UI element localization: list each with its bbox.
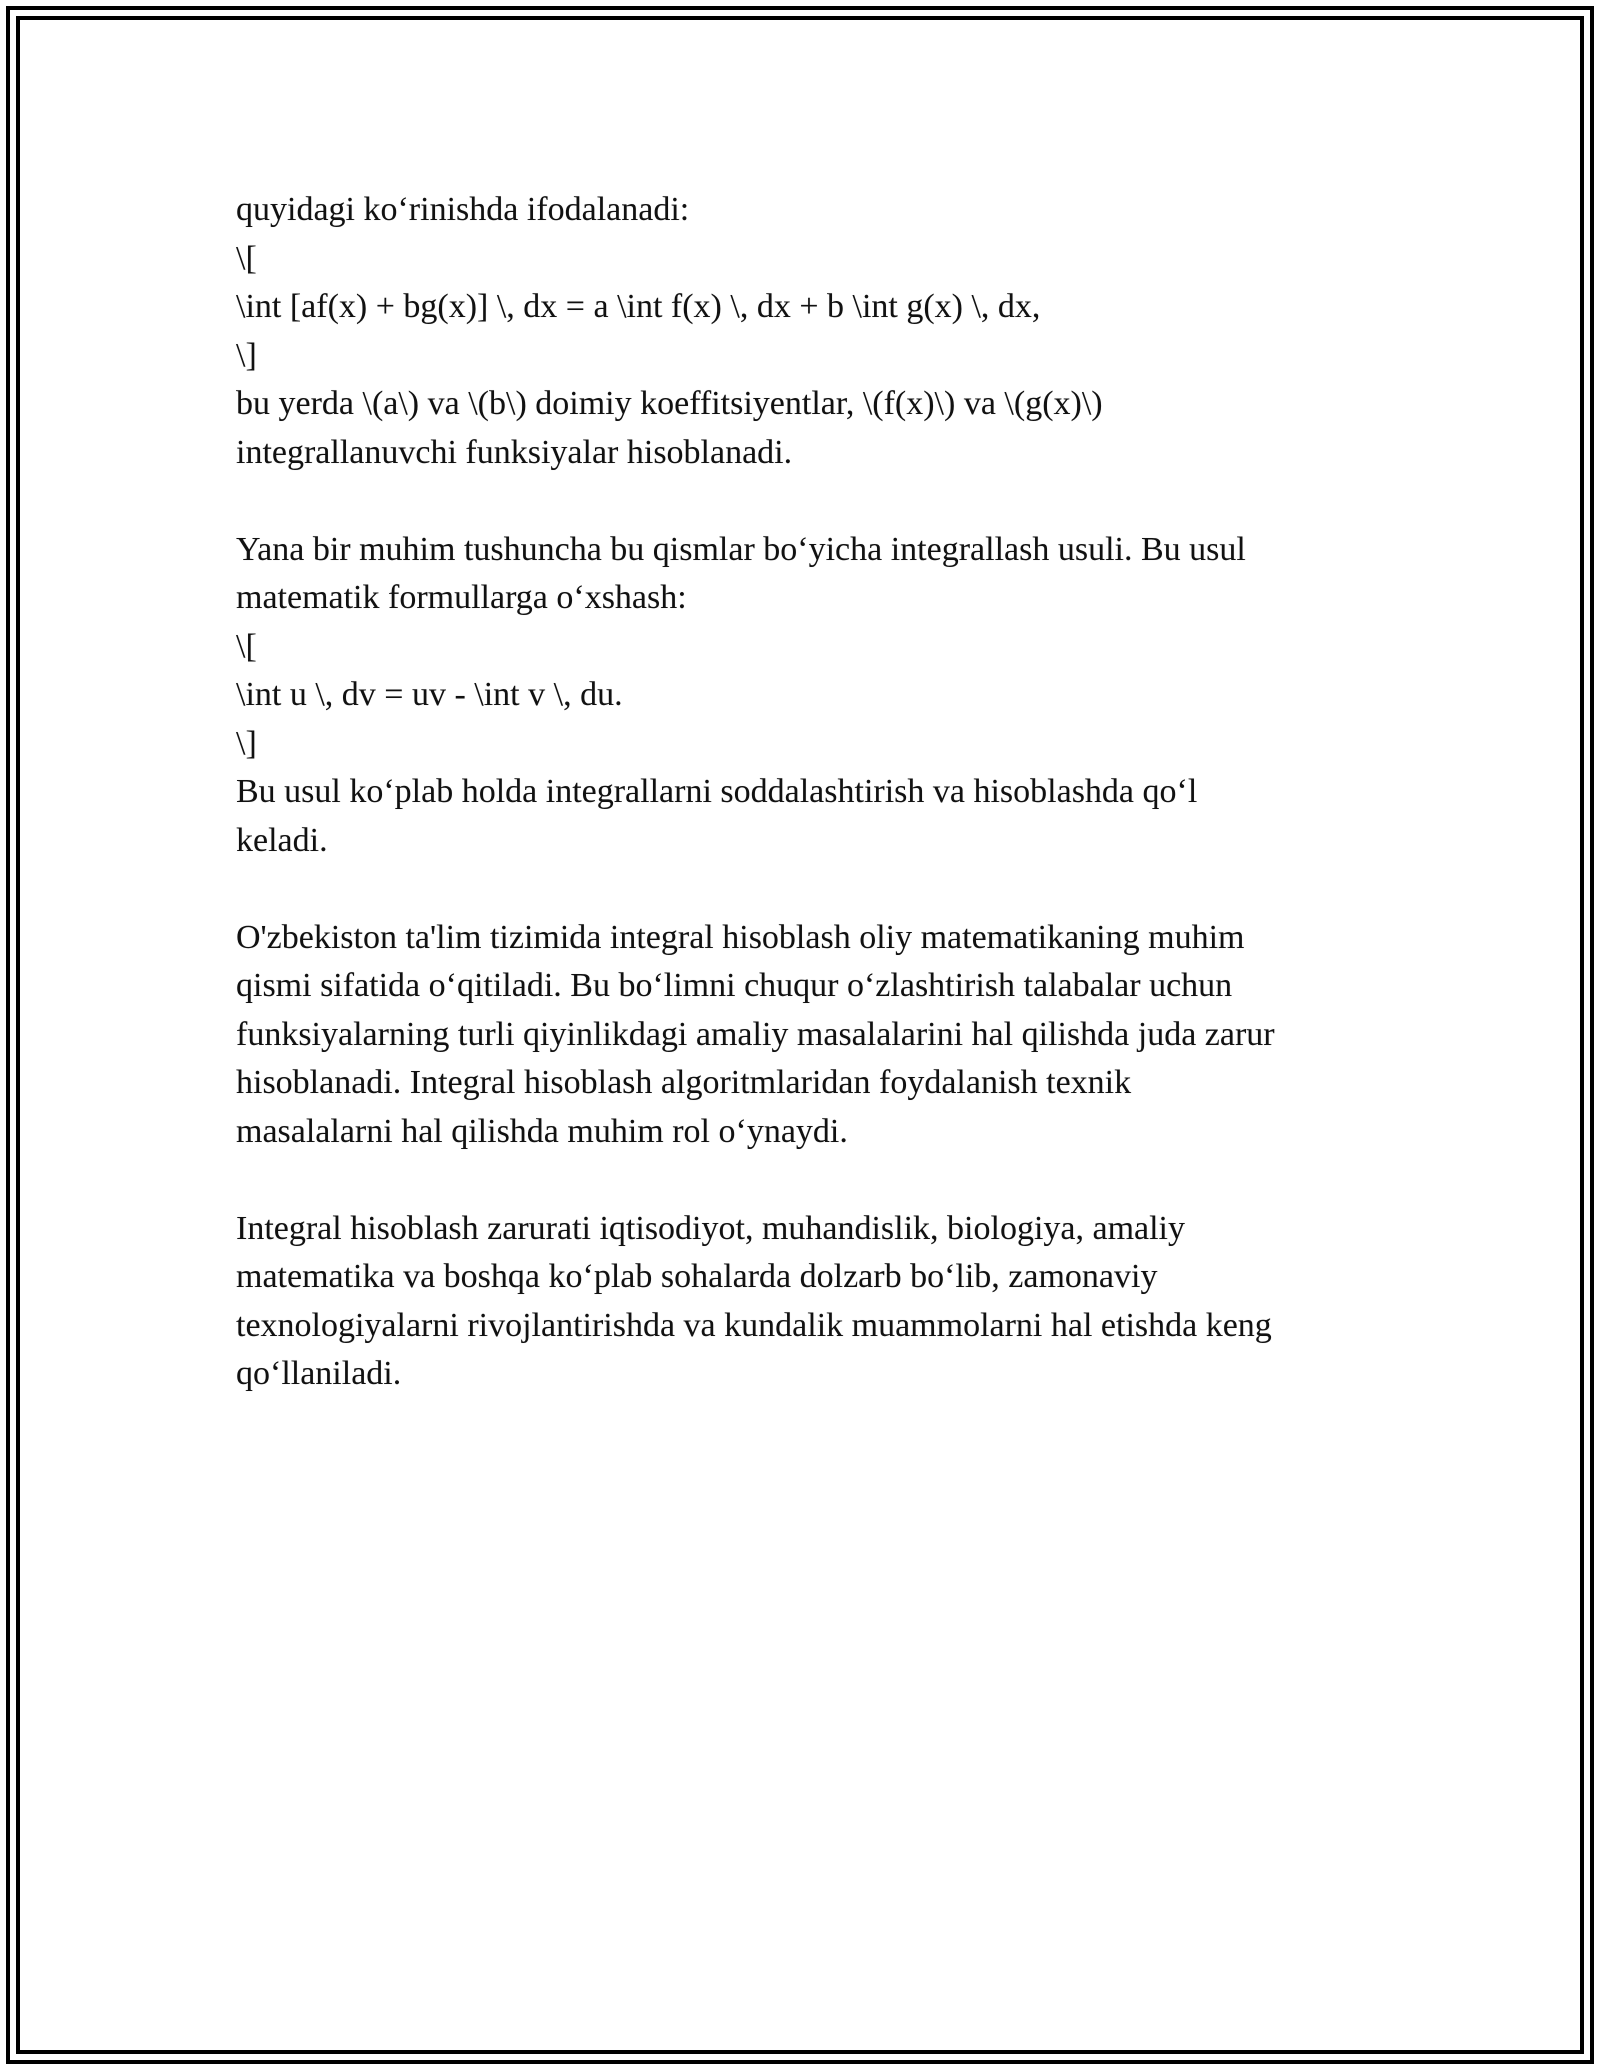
- display-math-open: \[: [236, 239, 257, 277]
- paragraph-spacer: [236, 1156, 1376, 1205]
- text-line: integrallanuvchi funksiyalar hisoblanadi.: [236, 433, 793, 471]
- paragraph-spacer: [236, 477, 1376, 526]
- text-line: matematik formullarga o‘xshash:: [236, 579, 687, 616]
- text-line: qismi sifatida o‘qitiladi. Bu bo‘limni chuqur o‘zlashtirish talabalar uchun: [236, 967, 1233, 1004]
- text-line: texnologiyalarni rivojlantirishda va kundalik muammolarni hal etishda keng: [236, 1306, 1272, 1344]
- text-line: Yana bir muhim tushuncha bu qismlar bo‘yicha integrallash usuli. Bu usul: [236, 530, 1246, 568]
- display-math-close: \]: [236, 336, 257, 374]
- document-body: [236, 186, 1376, 1399]
- formula-line: \int [af(x) + bg(x)] \, dx = a \int f(x) \, dx + b \int g(x) \, dx,: [236, 288, 1041, 325]
- text-line: Integral hisoblash zarurati iqtisodiyot, muhandislik, biologiya, amaliy: [236, 1209, 1185, 1247]
- paragraph-applications: [236, 1205, 1376, 1399]
- paragraph-integration-by-parts: [236, 526, 1376, 866]
- paragraph-education-system: [236, 914, 1376, 1157]
- text-line: Bu usul ko‘plab holda integrallarni soddalashtirish va hisoblashda qo‘l: [236, 773, 1198, 810]
- text-line: funksiyalarning turli qiyinlikdagi amaliy masalalarini hal qilishda juda zarur: [236, 1015, 1275, 1053]
- text-line: bu yerda \(a\) va \(b\) doimiy koeffitsiyentlar, \(f(x)\) va \(g(x)\): [236, 385, 1103, 422]
- paragraph-integral-linearity: [236, 186, 1376, 477]
- text-line: quyidagi ko‘rinishda ifodalanadi:: [236, 191, 690, 228]
- formula-line: \int u \, dv = uv - \int v \, du.: [236, 676, 623, 713]
- text-line: keladi.: [236, 821, 328, 859]
- text-line: matematika va boshqa ko‘plab sohalarda dolzarb bo‘lib, zamonaviy: [236, 1258, 1158, 1295]
- display-math-open: \[: [236, 627, 257, 665]
- text-line: masalalarni hal qilishda muhim rol o‘ynaydi.: [236, 1112, 848, 1150]
- text-line: O'zbekiston ta'lim tizimida integral hisoblash oliy matematikaning muhim: [236, 918, 1245, 956]
- text-line: hisoblanadi. Integral hisoblash algoritmlaridan foydalanish texnik: [236, 1064, 1132, 1101]
- display-math-close: \]: [236, 724, 257, 762]
- paragraph-spacer: [236, 865, 1376, 914]
- text-line: qo‘llaniladi.: [236, 1355, 402, 1392]
